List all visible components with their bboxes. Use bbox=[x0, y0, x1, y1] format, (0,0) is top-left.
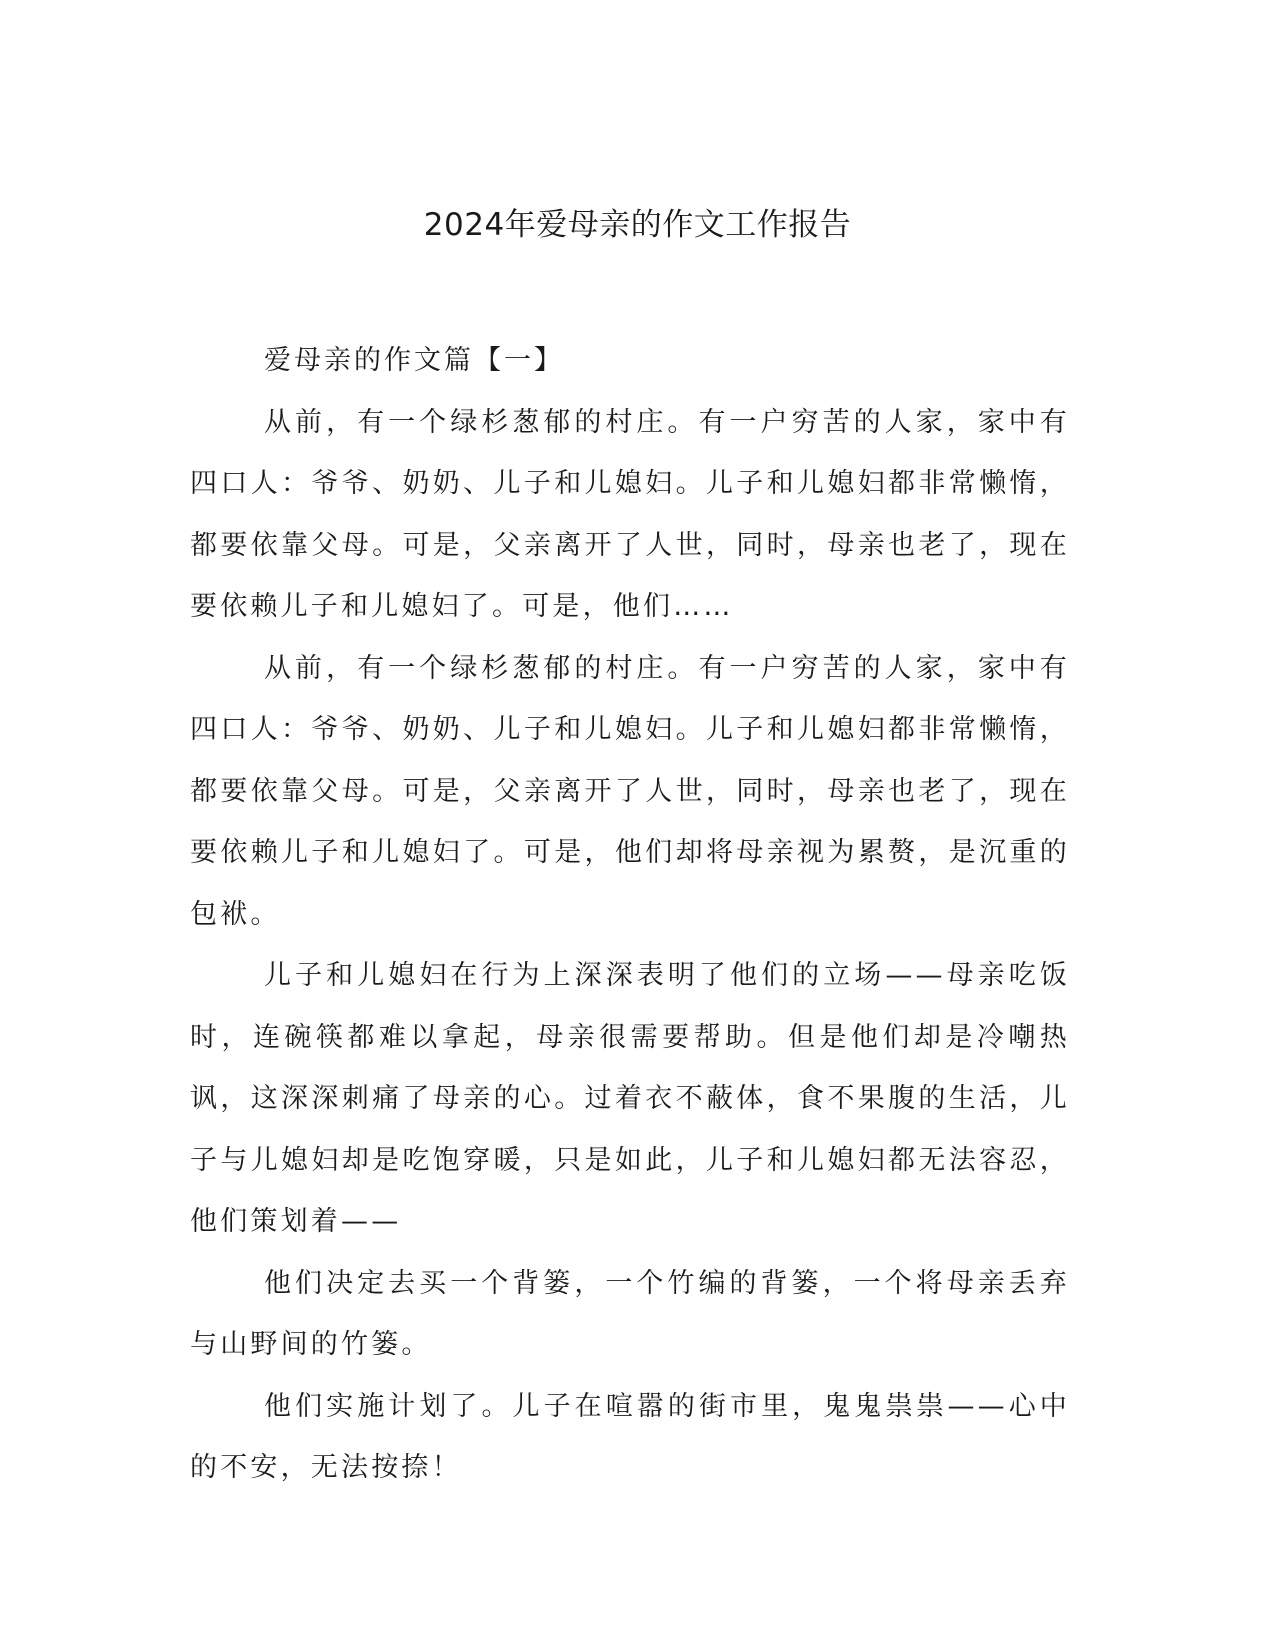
document-title: 2024年爱母亲的作文工作报告 bbox=[423, 207, 852, 243]
paragraph-1: 从前，有一个绿杉葱郁的村庄。有一户穷苦的人家，家中有四口人：爷爷、奶奶、儿子和儿媳妇。儿子和儿媳妇都非常懒惰，都要依靠父母。可是，父亲离开了人世，同时，母亲也老了，现在要依赖儿子和儿媳妇了。可是，他们…… bbox=[190, 406, 1070, 622]
paragraph-4: 他们决定去买一个背篓，一个竹编的背篓，一个将母亲丢弃与山野间的竹篓。 bbox=[190, 1267, 1070, 1360]
section-heading: 爱母亲的作文篇【一】 bbox=[264, 345, 564, 376]
paragraph-2: 从前，有一个绿杉葱郁的村庄。有一户穷苦的人家，家中有四口人：爷爷、奶奶、儿子和儿媳妇。儿子和儿媳妇都非常懒惰，都要依靠父母。可是，父亲离开了人世，同时，母亲也老了，现在要依赖儿子和儿媳妇了。可是，他们却将母亲视为累赘，是沉重的包袱。 bbox=[190, 652, 1070, 930]
document-body bbox=[190, 330, 1070, 1499]
paragraph-5: 他们实施计划了。儿子在喧嚣的街市里，鬼鬼祟祟——心中的不安，无法按捺！ bbox=[190, 1390, 1070, 1483]
paragraph-3: 儿子和儿媳妇在行为上深深表明了他们的立场——母亲吃饭时，连碗筷都难以拿起，母亲很需要帮助。但是他们却是冷嘲热讽，这深深刺痛了母亲的心。过着衣不蔽体，食不果腹的生活，儿子与儿媳妇却是吃饱穿暖，只是如此，儿子和儿媳妇都无法容忍，他们策划着—— bbox=[190, 960, 1070, 1237]
